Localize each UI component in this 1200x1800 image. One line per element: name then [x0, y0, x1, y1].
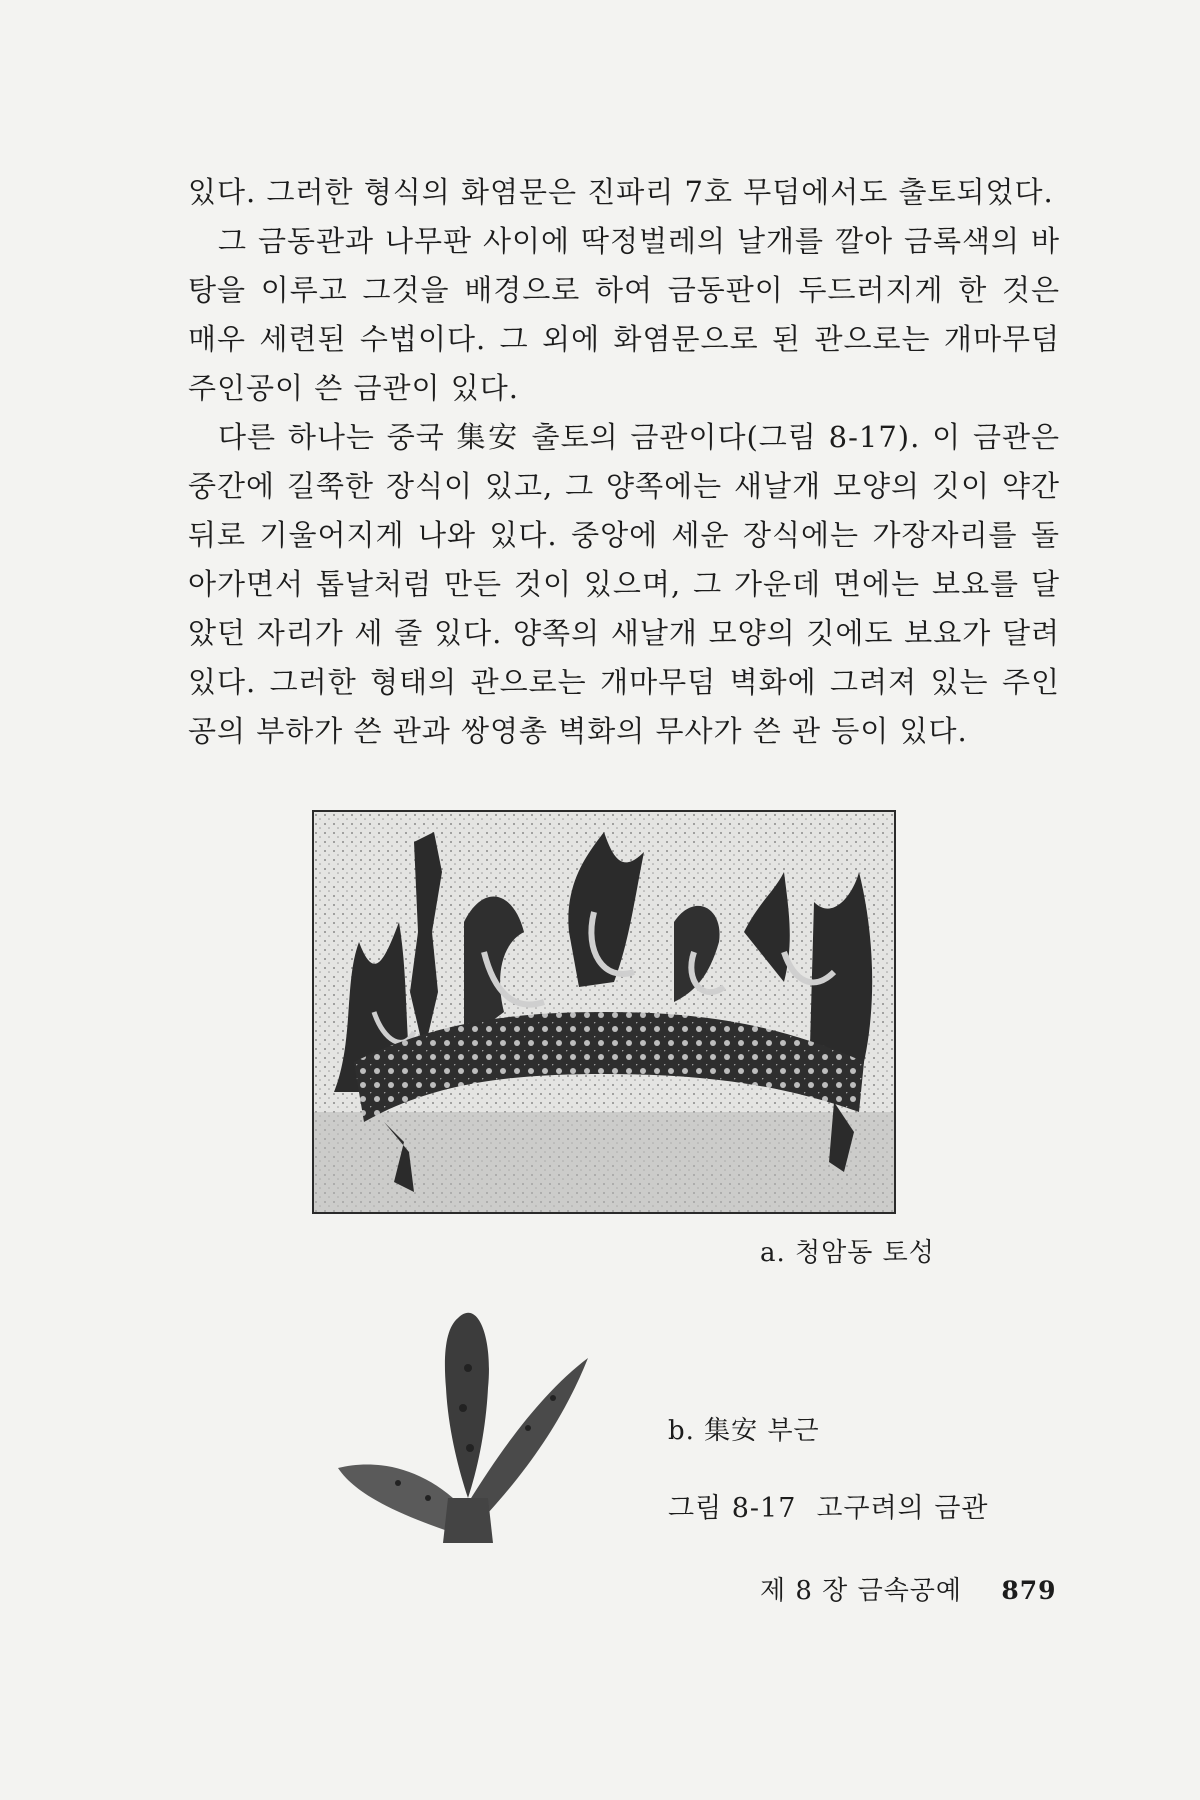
paragraph-3: 다른 하나는 중국 集安 출토의 금관이다(그림 8-17). 이 금관은 중간에 길쭉한 장식이 있고, 그 양쪽에는 새날개 모양의 깃이 약간 뒤로 기울어지게 나와 있다. 중앙에 세운 장식에는 가장자리를 돌아가면서 톱날처럼 만든 것이 있으며, 그 가운데 면에는 보요를 달았던 자리가 세 줄 있다. 양쪽의 새날개 모양의 깃에도 보요가 달려 있다. 그러한 형태의 관으로는 개마무덤 벽화에 그려져 있는 주인공의 부하가 쓴 관과 쌍영총 벽화의 무사가 쓴 관 등이 있다. — [188, 420, 1060, 748]
figure-title — [668, 1486, 988, 1525]
footer-chapter-title: 금속공예 — [857, 1576, 963, 1606]
crown-photo-a-image — [314, 812, 894, 1212]
body-text — [188, 168, 1060, 756]
crown-ornament-b — [318, 1298, 612, 1548]
page-number: 879 — [1001, 1576, 1057, 1605]
figure-caption-a: a. 청암동 토성 — [760, 1238, 935, 1268]
figure-title-text: 고구려의 금관 — [816, 1493, 989, 1524]
crown-photo-a — [312, 810, 896, 1214]
figure-caption-b: b. 集安 부근 — [668, 1416, 820, 1446]
crown-ornament-b-image — [318, 1298, 612, 1548]
paragraph-1: 있다. 그러한 형식의 화염문은 진파리 7호 무덤에서도 출토되었다. — [188, 175, 1054, 209]
figure-number: 그림 8-17 — [668, 1493, 797, 1524]
paragraph-2: 그 금동관과 나무판 사이에 딱정벌레의 날개를 깔아 금록색의 바탕을 이루고 그것을 배경으로 하여 금동판이 두드러지게 한 것은 매우 세련된 수법이다. 그 외에 화염문으로 된 관으로는 개마무덤 주인공이 쓴 금관이 있다. — [188, 224, 1060, 405]
footer-chapter: 제 8 장 — [760, 1576, 849, 1606]
page-footer — [760, 1570, 1057, 1607]
